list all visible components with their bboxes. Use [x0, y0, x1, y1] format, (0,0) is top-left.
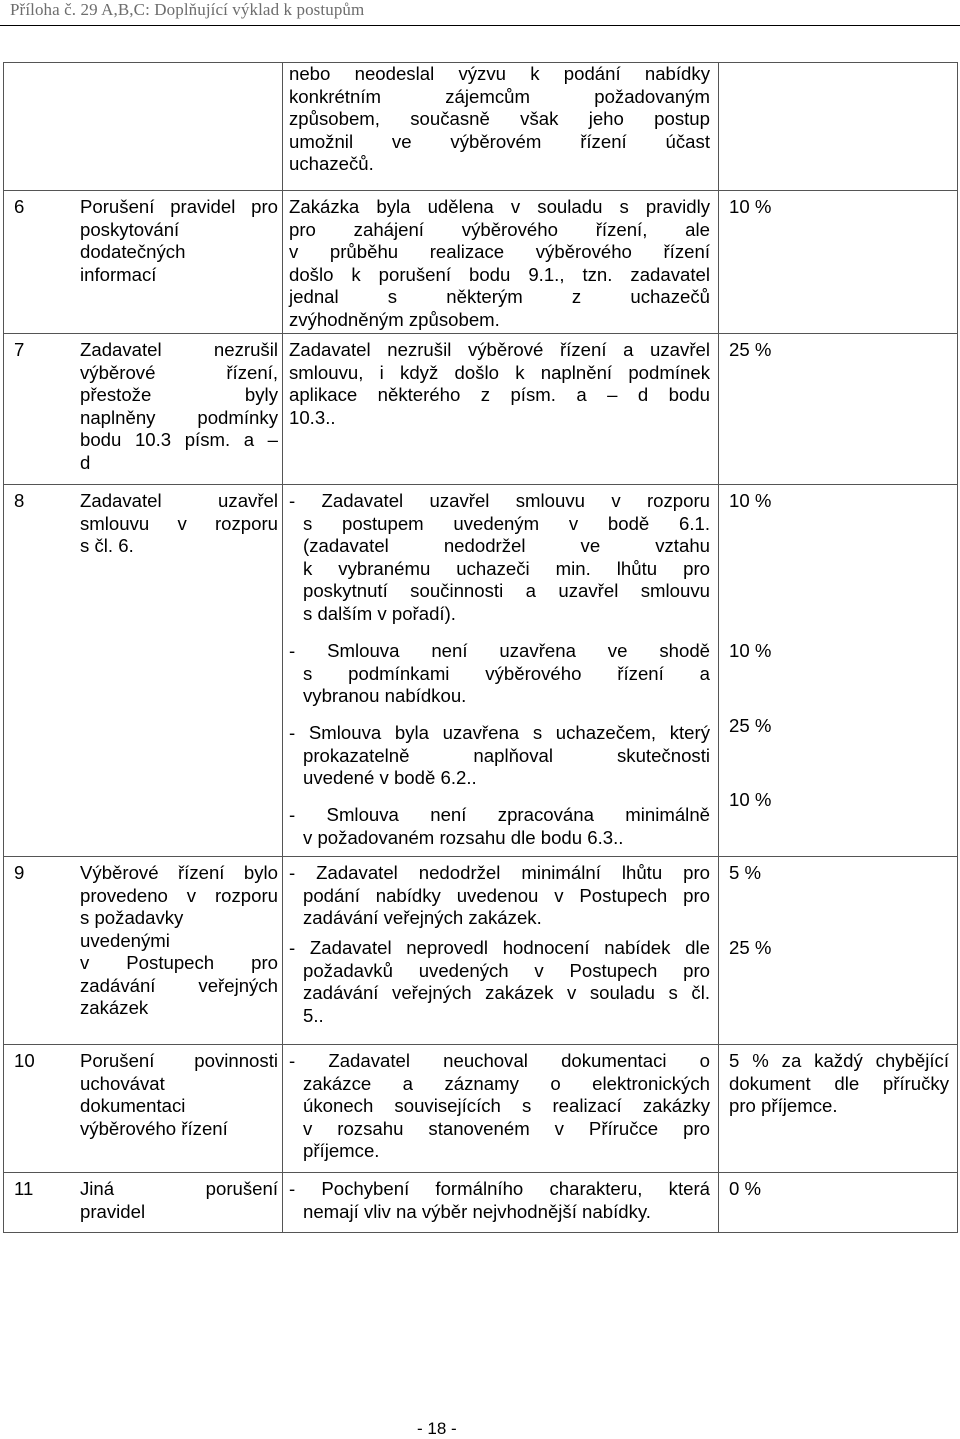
table-row-11: 11 Jiná porušení pravidel - Pochybení formálního charakteru, která nemají vliv na výběr nejvhodnější nabídky. 0 %: [4, 1173, 958, 1233]
cell-type: [4, 63, 283, 191]
page-header-title: Příloha č. 29 A,B,C: Doplňující výklad k postupům: [10, 0, 365, 19]
row-7-correction: 25 %: [729, 339, 772, 360]
row-number: 9: [14, 862, 25, 883]
table-row-7: 7 Zadavatel nezrušil výběrové řízení, přestože byly naplněny podmínky bodu 10.3 písm. a – d Zadavatel nezrušil výběrové řízení a uzavřel smlouvu, i když došlo k naplnění podmínek aplikace některého z písm. a – d bodu 10.3.. 25 %: [4, 334, 958, 485]
table-row-10: 10 Porušení povinnosti uchovávat dokumentaci výběrového řízení - Zadavatel neuchoval dokumentaci o zakázce a záznamy o elektronických úkonech souvisejících s realizací zakázky v rozsahu stanoveném v Příručce pro příjemce. 5 % za každý chybějící dokument dle příručky pro příjemce.: [4, 1045, 958, 1173]
row-9-correction-1: 5 %: [729, 862, 762, 883]
cell-description: [283, 63, 719, 191]
cell-correction: [719, 63, 958, 191]
row-number: 11: [14, 1178, 34, 1199]
corrections-table: [3, 62, 958, 1233]
row-9-item-1: - Zadavatel nedodržel minimální lhůtu pro podání nabídky uvedenou v Postupech pro zadávání veřejných zakázek.: [289, 862, 710, 928]
row-number: 8: [14, 490, 25, 511]
row-6-correction: 10 %: [729, 196, 772, 217]
row-number: 7: [14, 339, 25, 360]
row-11-correction: 0 %: [729, 1178, 762, 1199]
row-number: 10: [14, 1050, 35, 1071]
table-row-8: 8 Zadavatel uzavřel smlouvu v rozporu s čl. 6. - Zadavatel uzavřel smlouvu v rozporu s postupem uvedeným v bodě 6.1. (zadavatel nedodržel ve vztahu k vybranému uchazeči min. lhůtu pro poskytnutí součinnosti a uzavřel smlouvu s dalším v pořadí). - Smlouva není uzavřena ve shodě s podmínkami výběrového řízení a vybranou nabídkou. - Smlouva byla uzavřena s uchazečem, který prokazatelně naplňoval skutečnosti uvedené v bodě 6.2.. - Smlouva není zpracována minimálně v požadovaném rozsahu dle bodu 6.3.. 10 % 10 % 25 % 10 %: [4, 485, 958, 857]
row-8-item-2: - Smlouva není uzavřena ve shodě s podmínkami výběrového řízení a vybranou nabídkou.: [289, 640, 710, 706]
row-9-correction-2: 25 %: [729, 937, 772, 958]
row-8-item-3: - Smlouva byla uzavřena s uchazečem, který prokazatelně naplňoval skutečnosti uvedené v bodě 6.2..: [289, 722, 710, 788]
row-10-correction: 5 % za každý chybějící dokument dle příručky pro příjemce.: [729, 1050, 949, 1116]
header-rule: [0, 25, 960, 26]
row-10-description: - Zadavatel neuchoval dokumentaci o zakázce a záznamy o elektronických úkonech souvisejících s realizací zakázky v rozsahu stanoveném v Příručce pro příjemce.: [289, 1050, 710, 1161]
row-8-correction-1: 10 %: [729, 490, 772, 511]
table-row-9: 9 Výběrové řízení bylo provedeno v rozporu s požadavky uvedenými v Postupech pro zadávání veřejných zakázek - Zadavatel nedodržel minimální lhůtu pro podání nabídky uvedenou v Postupech pro zadávání veřejných zakázek. - Zadavatel neprovedl hodnocení nabídek dle požadavků uvedených v Postupech pro zadávání veřejných zakázek v souladu s čl. 5.. 5 % 25 %: [4, 857, 958, 1045]
row-8-correction-2: 10 %: [729, 640, 772, 661]
table-row-continuation: [4, 63, 958, 191]
table-row-6: 6 Porušení pravidel pro poskytování dodatečných informací Zakázka byla udělena v souladu s pravidly pro zahájení výběrového řízení, ale v průběhu realizace výběrového řízení došlo k porušení bodu 9.1., tzn. zadavatel jednal s některým z uchazečů zvýhodněným způsobem. 10 %: [4, 191, 958, 334]
row-8-item-1: - Zadavatel uzavřel smlouvu v rozporu s postupem uvedeným v bodě 6.1. (zadavatel nedodržel ve vztahu k vybranému uchazeči min. lhůtu pro poskytnutí součinnosti a uzavřel smlouvu s dalším v pořadí).: [289, 490, 710, 624]
row-7-description: Zadavatel nezrušil výběrové řízení a uzavřel smlouvu, i když došlo k naplnění podmínek aplikace některého z písm. a – d bodu 10.3..: [289, 339, 710, 428]
row-9-item-2: - Zadavatel neprovedl hodnocení nabídek dle požadavků uvedených v Postupech pro zadávání veřejných zakázek v souladu s čl. 5..: [289, 937, 710, 1026]
row-8-correction-4: 10 %: [729, 789, 772, 810]
row-11-description: - Pochybení formálního charakteru, která nemají vliv na výběr nejvhodnější nabídky.: [289, 1178, 710, 1222]
page-number: - 18 -: [417, 1419, 457, 1438]
row-6-description: Zakázka byla udělena v souladu s pravidly pro zahájení výběrového řízení, ale v průběhu realizace výběrového řízení došlo k porušení bodu 9.1., tzn. zadavatel jednal s některým z uchazečů zvýhodněným způsobem.: [289, 196, 710, 330]
row-8-item-4: - Smlouva není zpracována minimálně v požadovaném rozsahu dle bodu 6.3..: [289, 804, 710, 848]
row-8-correction-3: 25 %: [729, 715, 772, 736]
row-number: 6: [14, 196, 25, 217]
description-text: nebo neodeslal výzvu k podání nabídky konkrétním zájemcům požadovaným způsobem, současně však jeho postup umožnil ve výběrovém řízení účast uchazečů.: [289, 63, 710, 174]
